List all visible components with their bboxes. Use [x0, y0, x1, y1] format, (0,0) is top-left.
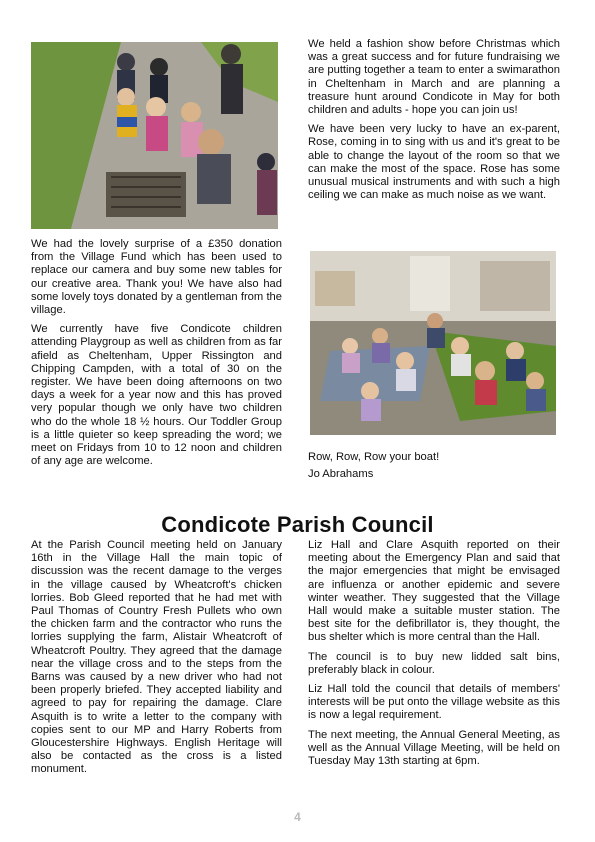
playgroup-paragraph: We have been very lucky to have an ex-parent, Rose, coming in to sing with us and it's great to be able to change the layout of the room so that we can make the most of the space. Rose has some unusual musical instruments and with such a high ceiling we can make as much noise as we want.	[308, 123, 560, 202]
playgroup-paragraph: We held a fashion show before Christmas which was a great success and for future fundraising we are putting together a team to enter a swimarathon in Cheltenham in March and are planning a treasure hunt around Condicote in May for both children and adults - hope you can join us!	[308, 38, 560, 117]
council-paragraph: At the Parish Council meeting held on January 16th in the Village Hall the main topic of discussion was the recent damage to the verges in the village caused by Wheatcroft's chicken lorries. Bob Gleed reported that he had met with Paul Thomas of Country Fresh Pullets who own the chicken farm and the contractor who runs the lorries supplying the farm, Alistair Wheatcroft of Wheatcroft Poultry. They agreed that the damage near the village cross and to the steps from the Barns was caused by a new driver who had not been properly briefed. They accepted liability and agreed to pay for repairing the damage. Clare Asquith is to write a letter to the company with copies sent to our MP and Harry Roberts from Gloucestershire Highways. English Heritage will also be contacted as the cross is a listed monument.	[31, 539, 282, 776]
council-paragraph: The next meeting, the Annual General Meeting, as well as the Annual Village Meeting, will be held on Tuesday May 13th starting at 6pm.	[308, 728, 560, 768]
classroom-illustration	[310, 251, 556, 435]
council-right-column	[308, 539, 560, 774]
council-paragraph: The council is to buy new lidded salt bins, preferably black in colour.	[308, 650, 560, 676]
photo-children-walking	[31, 42, 278, 229]
page-number: 4	[294, 810, 301, 824]
playgroup-right-column	[308, 38, 560, 208]
council-left-column	[31, 539, 282, 783]
photo-children-classroom	[310, 251, 556, 435]
council-paragraph: Liz Hall told the council that details of members' interests will be put onto the village website as this is now a legal requirement.	[308, 683, 560, 722]
playgroup-left-column	[31, 238, 282, 474]
children-walking-illustration	[31, 42, 278, 229]
council-paragraph: Liz Hall and Clare Asquith reported on their meeting about the Emergency Plan and said that the major emergencies that might be envisaged are influenza or another epidemic and severe winter weather. They suggested that the Village Hall would make a suitable muster station. The best site for the defibrillator is, they thought, the bus shelter which is more central than the Hall.	[308, 539, 560, 644]
playgroup-paragraph: We had the lovely surprise of a £350 donation from the Village Fund which has been used to replace our camera and buy some new tables for our creative area. Thank you! We have also had some lovely toys donated by a gentleman from the village.	[31, 238, 282, 317]
section-title: Condicote Parish Council	[161, 511, 434, 537]
article-author: Jo Abrahams	[308, 468, 374, 480]
photo-caption: Row, Row, Row your boat!	[308, 451, 440, 463]
playgroup-paragraph: We currently have five Condicote children attending Playgroup as well as children from as far afield as Cheltenham, Upper Rissington and Chipping Campden, with a total of 30 on the register. We have been doing afternoons on two days a week for a year now and this has proved very popular though we only have two children who do the whole 18 ½ hours. Our Toddler Group is a little quieter so keep spreading the word; we meet on Fridays from 10 to 12 noon and children of any age are welcome.	[31, 323, 282, 468]
